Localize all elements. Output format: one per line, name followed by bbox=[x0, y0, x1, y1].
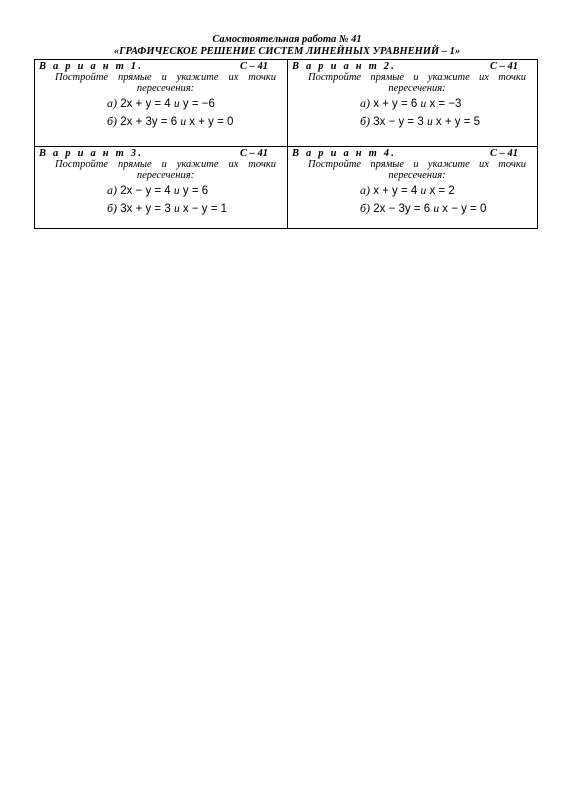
variant-label: В а р и а н т 4. bbox=[292, 148, 397, 159]
equation-1: 2x − 3y = 6 bbox=[373, 203, 431, 215]
item-label: а) bbox=[360, 96, 370, 110]
equation-2: y = −6 bbox=[182, 98, 215, 110]
equation-1: 2x + 3y = 6 bbox=[120, 116, 178, 128]
task-item bbox=[39, 182, 284, 200]
task-instruction: Постройте прямые и укажите их точки пересечения: bbox=[308, 159, 526, 181]
variant-label: В а р и а н т 2. bbox=[292, 61, 397, 72]
task-item bbox=[292, 200, 534, 218]
equation-1: 3x + y = 3 bbox=[120, 203, 171, 215]
variant-heading bbox=[39, 148, 284, 159]
equation-1: 3x − y = 3 bbox=[373, 116, 424, 128]
conjunction: и bbox=[433, 203, 440, 215]
task-item bbox=[292, 95, 534, 113]
item-label: а) bbox=[107, 183, 117, 197]
equation-1: 2x − y = 4 bbox=[120, 185, 171, 197]
equation-2: y = 6 bbox=[182, 185, 209, 197]
equation-2: x − y = 0 bbox=[442, 203, 487, 215]
item-label: б) bbox=[360, 201, 371, 215]
conjunction: и bbox=[173, 98, 180, 110]
variant-label: В а р и а н т 3. bbox=[39, 148, 144, 159]
task-item bbox=[39, 113, 284, 131]
item-label: б) bbox=[107, 201, 118, 215]
variant-label: В а р и а н т 1. bbox=[39, 61, 144, 72]
variant-cell-1 bbox=[35, 60, 287, 146]
variant-heading bbox=[292, 61, 534, 72]
conjunction: и bbox=[173, 203, 180, 215]
task-instruction: Постройте прямые и укажите их точки пересечения: bbox=[308, 72, 526, 94]
conjunction: и bbox=[180, 116, 187, 128]
item-label: б) bbox=[360, 114, 371, 128]
variant-heading bbox=[39, 61, 284, 72]
variant-code: С – 41 bbox=[239, 148, 268, 159]
task-instruction: Постройте прямые и укажите их точки пересечения: bbox=[55, 159, 276, 181]
worksheet-title: Самостоятельная работа № 41 bbox=[212, 34, 362, 45]
conjunction: и bbox=[420, 185, 427, 197]
equation-2: x + y = 5 bbox=[435, 116, 481, 128]
equation-1: x + y = 6 bbox=[373, 98, 418, 110]
worksheet-topic: «ГРАФИЧЕСКОЕ РЕШЕНИЕ СИСТЕМ ЛИНЕЙНЫХ УРАВНЕНИЙ – 1» bbox=[113, 46, 461, 57]
equation-2: x = 2 bbox=[429, 185, 455, 197]
variant-cell-2 bbox=[287, 60, 537, 146]
variants-table bbox=[34, 59, 538, 229]
equation-2: x − y = 1 bbox=[182, 203, 228, 215]
task-item bbox=[292, 182, 534, 200]
variant-code: С – 41 bbox=[489, 148, 518, 159]
conjunction: и bbox=[420, 98, 427, 110]
item-label: а) bbox=[107, 96, 117, 110]
task-item bbox=[39, 95, 284, 113]
conjunction: и bbox=[426, 116, 433, 128]
conjunction: и bbox=[173, 185, 180, 197]
item-label: б) bbox=[107, 114, 118, 128]
task-item bbox=[292, 113, 534, 131]
variant-cell-3 bbox=[35, 146, 287, 228]
equation-1: x + y = 4 bbox=[373, 185, 418, 197]
equation-2: x + y = 0 bbox=[189, 116, 234, 128]
equation-1: 2x + y = 4 bbox=[120, 98, 171, 110]
worksheet-header bbox=[34, 34, 540, 58]
variant-code: С – 41 bbox=[239, 61, 268, 72]
equation-2: x = −3 bbox=[429, 98, 462, 110]
item-label: а) bbox=[360, 183, 370, 197]
variant-heading bbox=[292, 148, 534, 159]
task-instruction: Постройте прямые и укажите их точки пересечения: bbox=[55, 72, 276, 94]
task-item bbox=[39, 200, 284, 218]
variant-cell-4 bbox=[287, 146, 537, 228]
variant-code: С – 41 bbox=[489, 61, 518, 72]
